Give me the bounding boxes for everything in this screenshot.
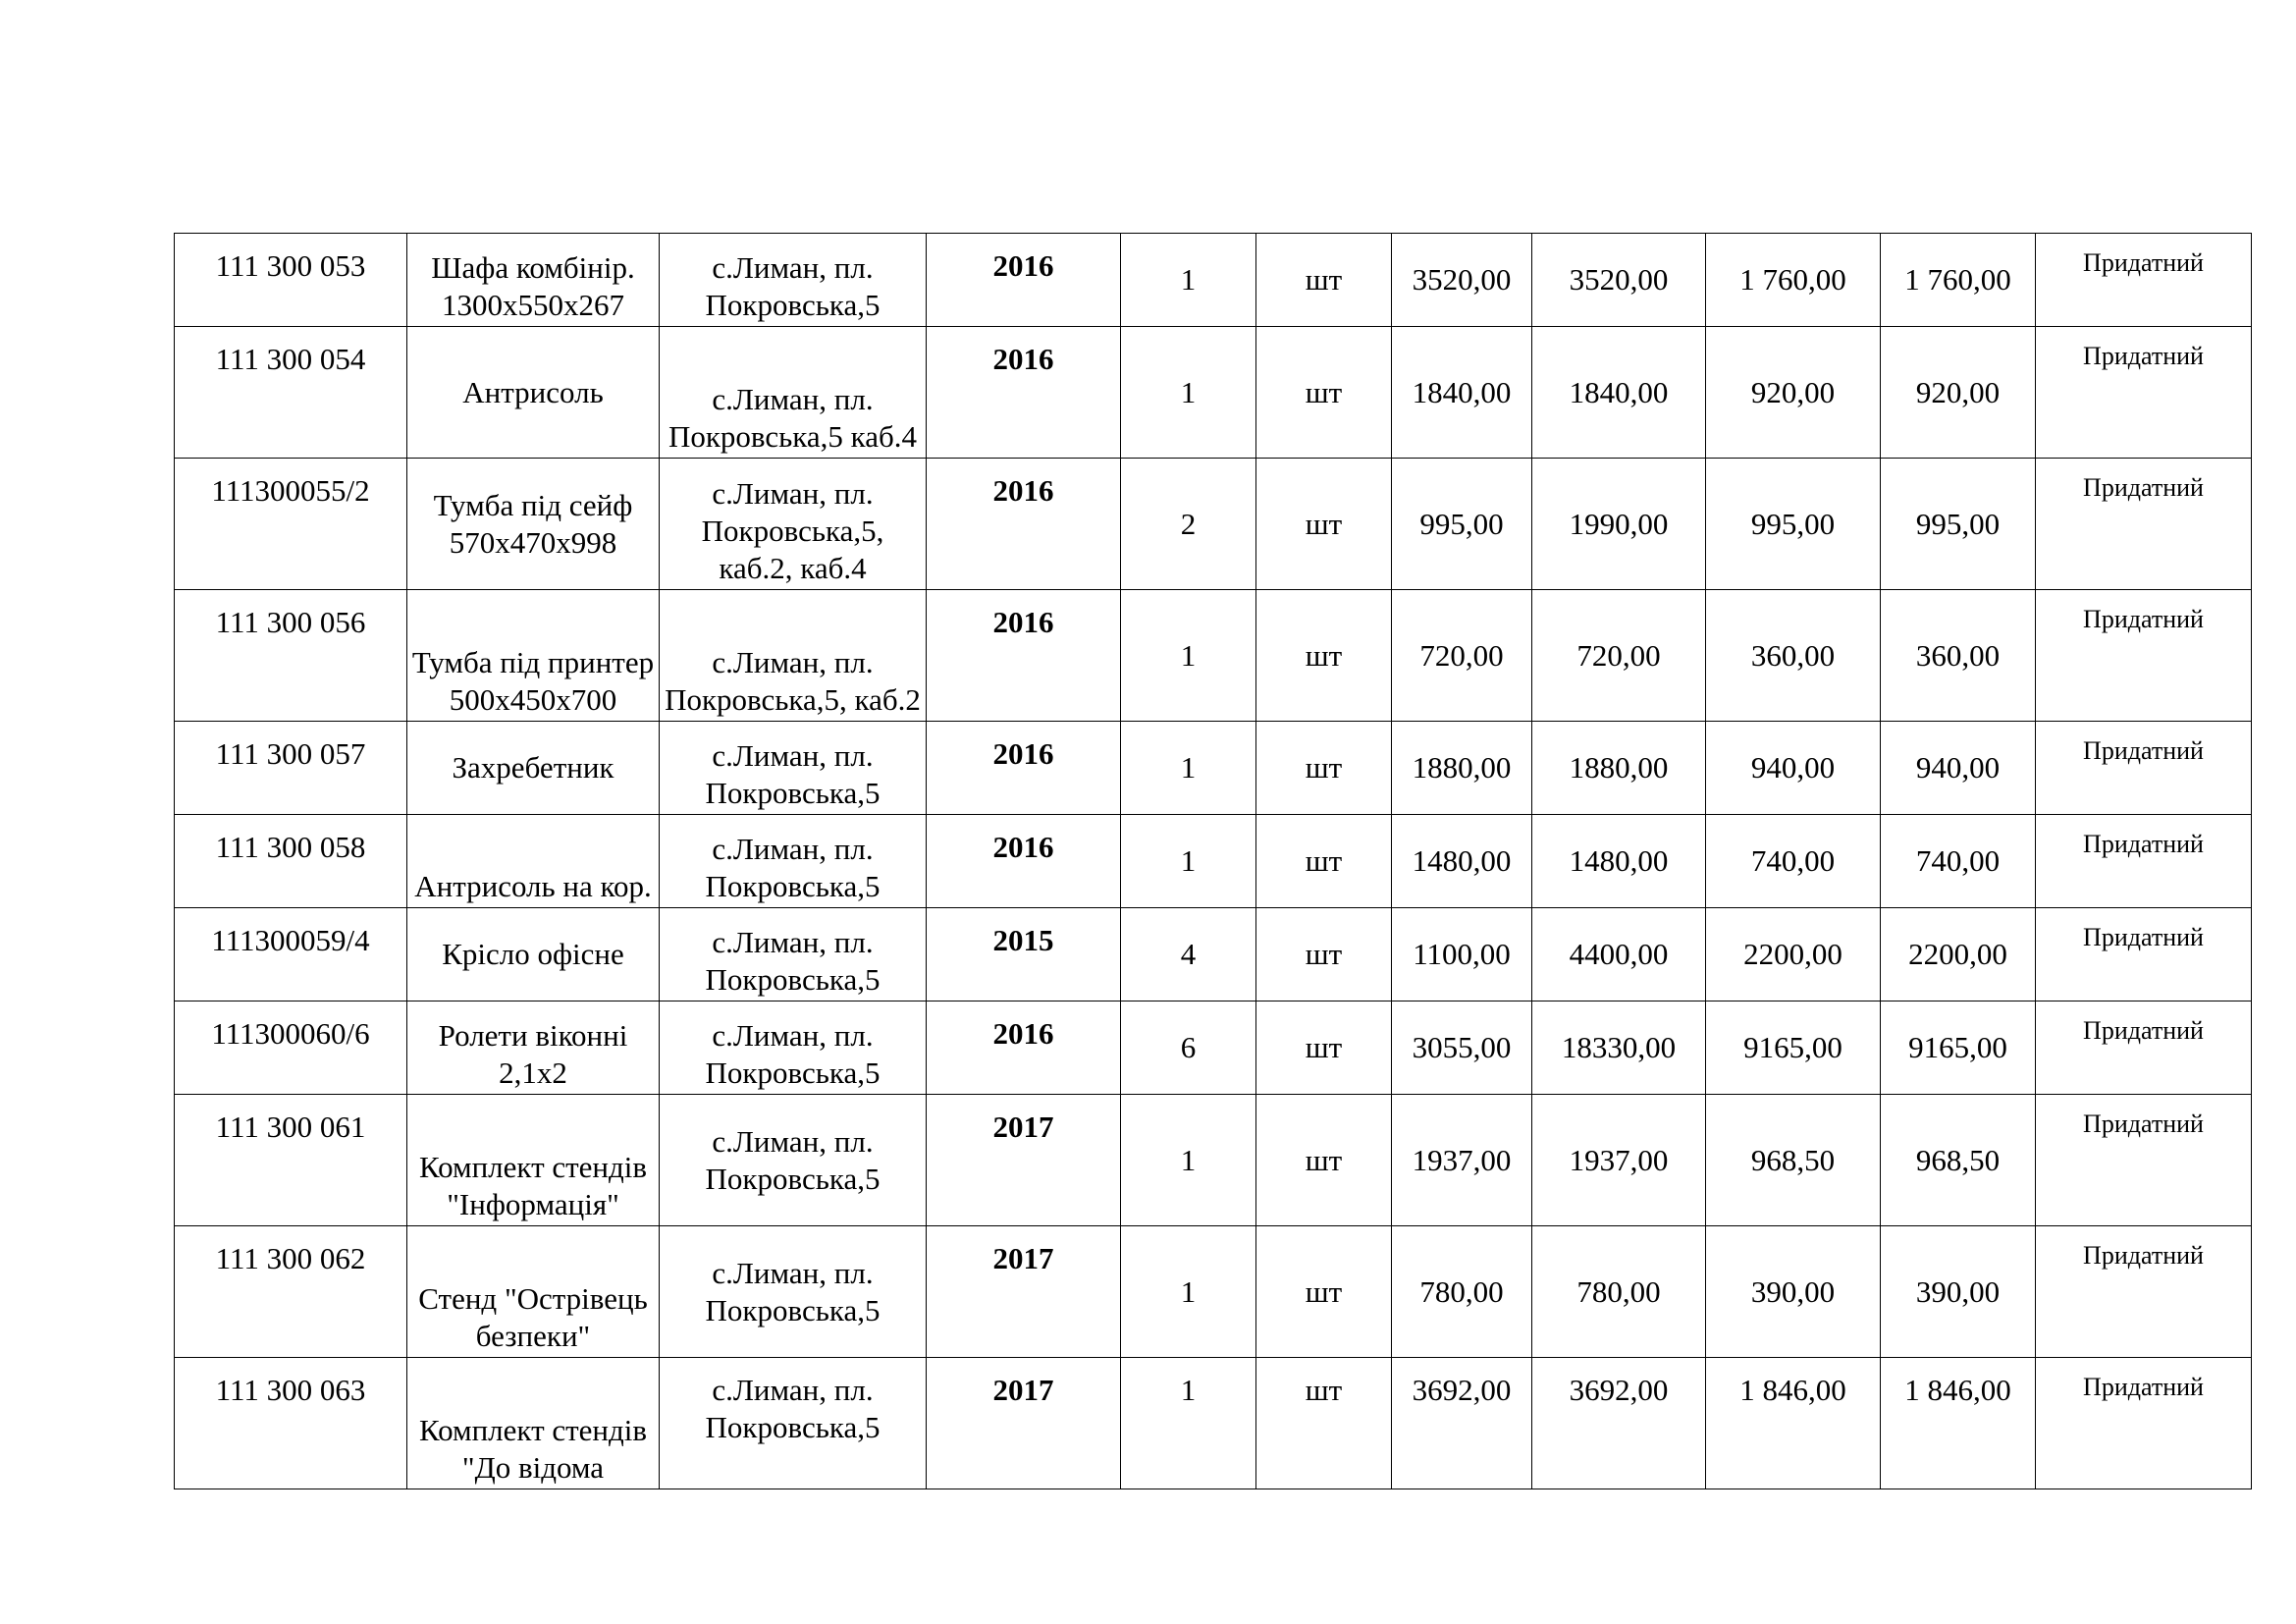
inventory-code-cell: 111 300 056 bbox=[175, 590, 407, 722]
item-name-cell: Комплект стендів "Інформація" bbox=[407, 1095, 660, 1226]
total-cost-cell: 3520,00 bbox=[1532, 234, 1706, 327]
location-cell: с.Лиман, пл. Покровська,5 bbox=[660, 1358, 927, 1489]
inventory-code-cell: 111300059/4 bbox=[175, 908, 407, 1001]
total-cost-cell: 1480,00 bbox=[1532, 815, 1706, 908]
table-row bbox=[175, 1226, 2252, 1358]
unit-price-cell: 720,00 bbox=[1392, 590, 1532, 722]
table-row bbox=[175, 459, 2252, 590]
depreciation-cell: 940,00 bbox=[1706, 722, 1881, 815]
location-cell: с.Лиман, пл. Покровська,5 bbox=[660, 722, 927, 815]
location-cell: с.Лиман, пл. Покровська,5 bbox=[660, 815, 927, 908]
table-row bbox=[175, 327, 2252, 459]
unit-price-cell: 1880,00 bbox=[1392, 722, 1532, 815]
unit-price-cell: 1937,00 bbox=[1392, 1095, 1532, 1226]
unit-cell: шт bbox=[1256, 1358, 1392, 1489]
depreciation-cell: 390,00 bbox=[1706, 1226, 1881, 1358]
table-row bbox=[175, 815, 2252, 908]
year-cell: 2017 bbox=[927, 1226, 1121, 1358]
inventory-code-cell: 111 300 062 bbox=[175, 1226, 407, 1358]
year-cell: 2016 bbox=[927, 1001, 1121, 1095]
residual-value-cell: 360,00 bbox=[1881, 590, 2036, 722]
depreciation-cell: 360,00 bbox=[1706, 590, 1881, 722]
year-cell: 2016 bbox=[927, 327, 1121, 459]
status-cell: Придатний bbox=[2036, 590, 2252, 722]
unit-cell: шт bbox=[1256, 327, 1392, 459]
quantity-cell: 1 bbox=[1121, 1358, 1256, 1489]
total-cost-cell: 3692,00 bbox=[1532, 1358, 1706, 1489]
unit-price-cell: 3055,00 bbox=[1392, 1001, 1532, 1095]
unit-price-cell: 3692,00 bbox=[1392, 1358, 1532, 1489]
location-cell: с.Лиман, пл. Покровська,5 bbox=[660, 1001, 927, 1095]
status-cell: Придатний bbox=[2036, 815, 2252, 908]
quantity-cell: 1 bbox=[1121, 722, 1256, 815]
year-cell: 2016 bbox=[927, 234, 1121, 327]
item-name-cell: Крісло офісне bbox=[407, 908, 660, 1001]
inventory-code-cell: 111 300 058 bbox=[175, 815, 407, 908]
year-cell: 2016 bbox=[927, 590, 1121, 722]
total-cost-cell: 18330,00 bbox=[1532, 1001, 1706, 1095]
quantity-cell: 2 bbox=[1121, 459, 1256, 590]
residual-value-cell: 2200,00 bbox=[1881, 908, 2036, 1001]
status-cell: Придатний bbox=[2036, 908, 2252, 1001]
inventory-code-cell: 111 300 054 bbox=[175, 327, 407, 459]
item-name-cell: Комплект стендів "До відома bbox=[407, 1358, 660, 1489]
unit-price-cell: 995,00 bbox=[1392, 459, 1532, 590]
quantity-cell: 1 bbox=[1121, 327, 1256, 459]
year-cell: 2015 bbox=[927, 908, 1121, 1001]
status-cell: Придатний bbox=[2036, 1001, 2252, 1095]
item-name-cell: Тумба під сейф 570х470х998 bbox=[407, 459, 660, 590]
quantity-cell: 4 bbox=[1121, 908, 1256, 1001]
status-cell: Придатний bbox=[2036, 722, 2252, 815]
inventory-code-cell: 111 300 061 bbox=[175, 1095, 407, 1226]
year-cell: 2016 bbox=[927, 722, 1121, 815]
quantity-cell: 1 bbox=[1121, 590, 1256, 722]
residual-value-cell: 9165,00 bbox=[1881, 1001, 2036, 1095]
total-cost-cell: 720,00 bbox=[1532, 590, 1706, 722]
status-cell: Придатний bbox=[2036, 459, 2252, 590]
total-cost-cell: 1990,00 bbox=[1532, 459, 1706, 590]
unit-price-cell: 3520,00 bbox=[1392, 234, 1532, 327]
inventory-code-cell: 111300055/2 bbox=[175, 459, 407, 590]
item-name-cell: Антрисоль bbox=[407, 327, 660, 459]
depreciation-cell: 968,50 bbox=[1706, 1095, 1881, 1226]
inventory-code-cell: 111300060/6 bbox=[175, 1001, 407, 1095]
item-name-cell: Ролети віконні 2,1х2 bbox=[407, 1001, 660, 1095]
residual-value-cell: 1 846,00 bbox=[1881, 1358, 2036, 1489]
unit-cell: шт bbox=[1256, 1095, 1392, 1226]
quantity-cell: 1 bbox=[1121, 234, 1256, 327]
location-cell: с.Лиман, пл. Покровська,5, каб.2 bbox=[660, 590, 927, 722]
residual-value-cell: 968,50 bbox=[1881, 1095, 2036, 1226]
unit-price-cell: 1100,00 bbox=[1392, 908, 1532, 1001]
unit-price-cell: 1840,00 bbox=[1392, 327, 1532, 459]
item-name-cell: Захребетник bbox=[407, 722, 660, 815]
year-cell: 2017 bbox=[927, 1095, 1121, 1226]
item-name-cell: Стенд "Острівець безпеки" bbox=[407, 1226, 660, 1358]
item-name-cell: Шафа комбінір. 1300х550х267 bbox=[407, 234, 660, 327]
total-cost-cell: 1880,00 bbox=[1532, 722, 1706, 815]
item-name-cell: Антрисоль на кор. bbox=[407, 815, 660, 908]
depreciation-cell: 995,00 bbox=[1706, 459, 1881, 590]
unit-cell: шт bbox=[1256, 459, 1392, 590]
table-row bbox=[175, 590, 2252, 722]
table-row bbox=[175, 908, 2252, 1001]
status-cell: Придатний bbox=[2036, 327, 2252, 459]
residual-value-cell: 1 760,00 bbox=[1881, 234, 2036, 327]
location-cell: с.Лиман, пл. Покровська,5 bbox=[660, 234, 927, 327]
inventory-code-cell: 111 300 053 bbox=[175, 234, 407, 327]
quantity-cell: 1 bbox=[1121, 1095, 1256, 1226]
table-row bbox=[175, 1358, 2252, 1489]
unit-cell: шт bbox=[1256, 908, 1392, 1001]
total-cost-cell: 1937,00 bbox=[1532, 1095, 1706, 1226]
unit-cell: шт bbox=[1256, 815, 1392, 908]
location-cell: с.Лиман, пл. Покровська,5 bbox=[660, 908, 927, 1001]
table-row bbox=[175, 722, 2252, 815]
unit-cell: шт bbox=[1256, 234, 1392, 327]
unit-cell: шт bbox=[1256, 722, 1392, 815]
residual-value-cell: 995,00 bbox=[1881, 459, 2036, 590]
table-row bbox=[175, 234, 2252, 327]
unit-cell: шт bbox=[1256, 1001, 1392, 1095]
quantity-cell: 1 bbox=[1121, 815, 1256, 908]
status-cell: Придатний bbox=[2036, 234, 2252, 327]
unit-cell: шт bbox=[1256, 1226, 1392, 1358]
total-cost-cell: 1840,00 bbox=[1532, 327, 1706, 459]
year-cell: 2016 bbox=[927, 459, 1121, 590]
location-cell: с.Лиман, пл. Покровська,5 bbox=[660, 1095, 927, 1226]
location-cell: с.Лиман, пл. Покровська,5 каб.4 bbox=[660, 327, 927, 459]
depreciation-cell: 740,00 bbox=[1706, 815, 1881, 908]
residual-value-cell: 740,00 bbox=[1881, 815, 2036, 908]
residual-value-cell: 920,00 bbox=[1881, 327, 2036, 459]
location-cell: с.Лиман, пл. Покровська,5, каб.2, каб.4 bbox=[660, 459, 927, 590]
year-cell: 2017 bbox=[927, 1358, 1121, 1489]
item-name-cell: Тумба під принтер 500х450х700 bbox=[407, 590, 660, 722]
location-cell: с.Лиман, пл. Покровська,5 bbox=[660, 1226, 927, 1358]
residual-value-cell: 390,00 bbox=[1881, 1226, 2036, 1358]
depreciation-cell: 920,00 bbox=[1706, 327, 1881, 459]
inventory-code-cell: 111 300 057 bbox=[175, 722, 407, 815]
quantity-cell: 6 bbox=[1121, 1001, 1256, 1095]
table-row bbox=[175, 1001, 2252, 1095]
depreciation-cell: 1 760,00 bbox=[1706, 234, 1881, 327]
total-cost-cell: 4400,00 bbox=[1532, 908, 1706, 1001]
inventory-code-cell: 111 300 063 bbox=[175, 1358, 407, 1489]
unit-price-cell: 1480,00 bbox=[1392, 815, 1532, 908]
unit-price-cell: 780,00 bbox=[1392, 1226, 1532, 1358]
status-cell: Придатний bbox=[2036, 1095, 2252, 1226]
depreciation-cell: 1 846,00 bbox=[1706, 1358, 1881, 1489]
status-cell: Придатний bbox=[2036, 1358, 2252, 1489]
depreciation-cell: 9165,00 bbox=[1706, 1001, 1881, 1095]
residual-value-cell: 940,00 bbox=[1881, 722, 2036, 815]
table-row bbox=[175, 1095, 2252, 1226]
status-cell: Придатний bbox=[2036, 1226, 2252, 1358]
quantity-cell: 1 bbox=[1121, 1226, 1256, 1358]
total-cost-cell: 780,00 bbox=[1532, 1226, 1706, 1358]
unit-cell: шт bbox=[1256, 590, 1392, 722]
year-cell: 2016 bbox=[927, 815, 1121, 908]
depreciation-cell: 2200,00 bbox=[1706, 908, 1881, 1001]
inventory-table bbox=[174, 233, 2252, 1489]
